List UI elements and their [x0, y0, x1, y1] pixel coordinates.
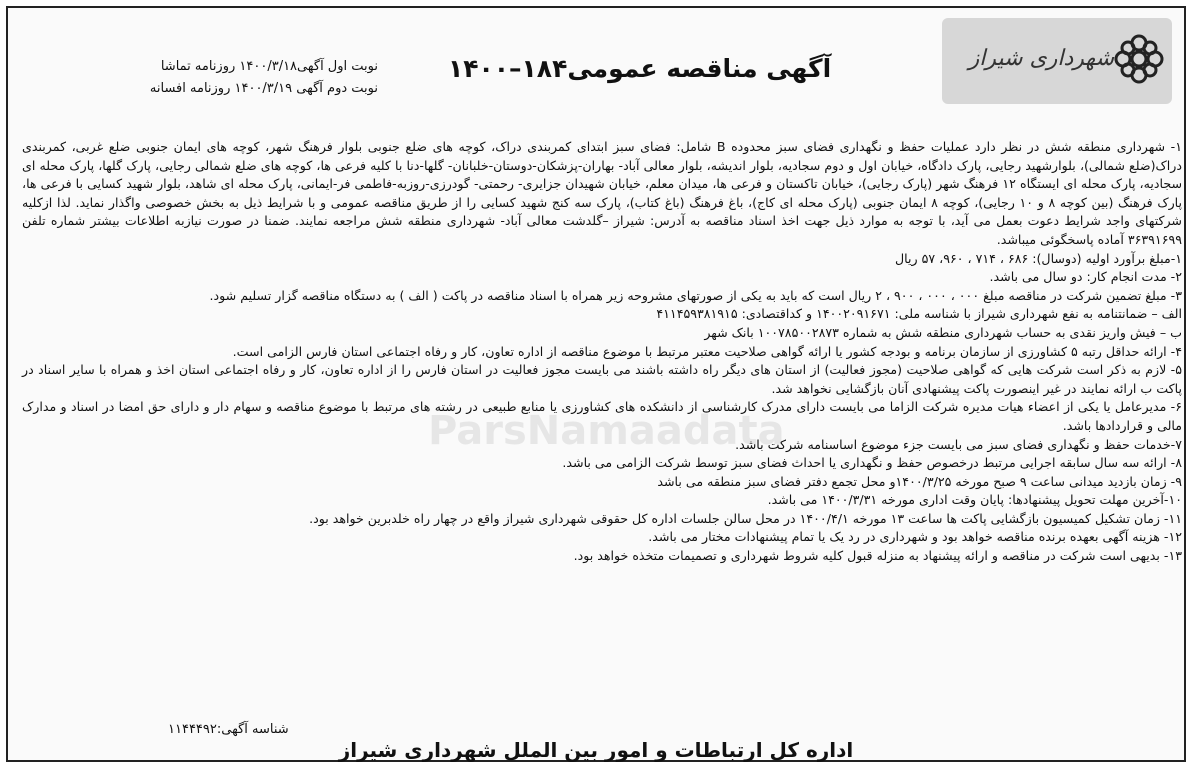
publication-first: نوبت اول آگهی۱۴۰۰/۳/۱۸ روزنامه تماشا	[160, 59, 378, 74]
clause-8: ۸- ارائه سه سال سابقه اجرایی مرتبط درخصوص حفظ و نگهداری یا احداث فضای سبز توسط شرکت الزامی می باشد.	[562, 455, 1182, 471]
clause-10: ۱۰-آخرین مهلت تحویل پیشنهادها: پایان وقت اداری مورخه ۱۴۰۰/۳/۳۱ می باشد.	[767, 492, 1182, 508]
logo-text: شهرداری شیراز	[968, 46, 1114, 71]
notice-body	[22, 138, 1182, 566]
clause-2: ۲- مدت انجام کار: دو سال می باشد.	[989, 269, 1182, 285]
publication-info	[78, 56, 378, 100]
clause-11: ۱۱- زمان تشکیل کمیسیون بازگشایی پاکت ها ساعت ۱۳ مورخه ۱۴۰۰/۴/۱ در محل سالن جلسات اداره کل حقوقی شهرداری شیراز واقع در چهار راه خلدبرین خواهد بود.	[309, 510, 1182, 526]
clause-intro: ۱- شهرداری منطقه شش در نظر دارد عملیات حفظ و نگهداری فضای سبز محدوده B شامل: فضای سبز ابتدای کمربندی دراک، کوچه های ضلع جنوبی بلوار فرهنگ شهر، کوچه های ایمان جنوبی ضلع غربی، کمربندی دراک(ضلع شمالی)، بلوارشهید رجایی، پارک دادگاه، خیابان اول و دوم سجادیه، بلوار اندیشه، بلوار معالی آباد- بهاران-پزشکان-دوستان-خلبانان- گلها-دنا با کلیه فرعی ها، کوچه های ضلع شمالی رجایی، پارک گلها، پارک محله ای سجادیه، پارک محله ای ایستگاه ۱۲ فرهنگ شهر (پارک رجایی)، خیابان تاکستان و فرعی ها، میدان معلم، خیابان شهیدان جزایری- رحمتی- گودرزی-روزبه-فاطمی فر-ایمانی، پارک محله ای شاهد، بلوار شهید کسایی با فرعی ها، پارک فرهنگ (بین کوچه ۸ و ۱۰ رجایی)، کوچه ۸ ایمان جنوبی (پارک محله ای کاج)، باغ فرهنگ (باغ کتاب)، پارک سه کنج شهید کسایی را از طریق مناقصه عمومی و با شرایط ذیل به بخش خصوصی واگذار نماید. لذا ازکلیه شرکتهای واجد شرایط دعوت بعمل می آید، با توجه به موارد ذیل جهت اخذ اسناد مناقصه به آدرس: شیراز –گلدشت معالی آباد- شهرداری منطقه شش مراجعه نمایند. ضمنا در صورت نیازبه اطلاعات بیشتر شماره تلفن ۳۶۳۹۱۶۹۹ آماده پاسخگوئی میباشد.	[22, 139, 1183, 247]
footer-issuer: اداره کل ارتباطات و امور بین الملل شهرداری شیراز	[338, 738, 854, 762]
clause-1: ۱-مبلغ برآورد اولیه (دوسال): ۶۸۶ ، ۷۱۴ ، ۹۶۰، ۵۷ ریال	[895, 250, 1182, 266]
clause-12: ۱۲- هزینه آگهی بعهده برنده مناقصه خواهد بود و شهرداری در رد یک یا تمام پیشنهادات مختار می باشد.	[648, 529, 1182, 545]
notice-title: آگهی مناقصه عمومی۱۸۴–۱۴۰۰	[448, 54, 832, 83]
clause-5: ۵- لازم به ذکر است شرکت هایی که گواهی صلاحیت (مجوز فعالیت) از استان های دیگر راه داشته باشند می بایست مجوز فعالیت در استان فارس را از اداره تعاون، کار و رفاه اجتماعی استان اخذ و همراه با سایر اسناد در پاکت ب ارائه نمایند در غیر اینصورت پاکت پیشنهادی آنان بازگشایی نخواهد شد.	[22, 362, 1182, 396]
header	[8, 8, 1184, 106]
clause-6: ۶- مدیرعامل یا یکی از اعضاء هیات مدیره شرکت الزاما می بایست دارای مدرک کارشناسی از دانشکده های کشاورزی یا منابع طبیعی در رشته های مرتبط با موضوع مناقصه و سهام دار و دارای حق امضا در اسناد و مدارک مالی و قراردادها باشد.	[22, 399, 1182, 433]
notice-id: شناسه آگهی:۱۱۴۴۴۹۲	[168, 722, 289, 737]
clause-3a: الف – ضمانتنامه به نفع شهرداری شیراز با شناسه ملی: ۱۴۰۰۲۰۹۱۶۷۱ و کداقتصادی: ۴۱۱۴۵۹۳۸۱۹۱۵	[656, 306, 1182, 322]
municipality-logo-icon	[1112, 32, 1166, 86]
notice-frame	[6, 6, 1186, 762]
publication-second: نوبت دوم آگهی ۱۴۰۰/۳/۱۹ روزنامه افسانه	[149, 81, 378, 96]
clause-3: ۳- مبلغ تضمین شرکت در مناقصه مبلغ ۰۰۰ ، ۰۰۰ ، ۹۰۰ ، ۲ ریال است که باید به یکی از صورتهای مشروحه زیر همراه با اسناد مناقصه در پاکت ( الف ) به دستگاه مناقصه گزار تسلیم شود.	[209, 287, 1182, 303]
clause-4: ۴- ارائه حداقل رتبه ۵ کشاورزی از سازمان برنامه و بودجه کشور یا ارائه گواهی صلاحیت معتبر مرتبط با موضوع مناقصه از اداره تعاون، کار و رفاه اجتماعی استان فارس الزامی است.	[232, 343, 1182, 359]
watermark: ParsNamaadata	[428, 408, 785, 454]
clause-13: ۱۳- بدیهی است شرکت در مناقصه و ارائه پیشنهاد به منزله قبول کلیه شروط شهرداری و تصمیمات متخذه خواهد بود.	[573, 548, 1182, 564]
logo-box	[942, 18, 1172, 104]
clause-9: ۹- زمان بازدید میدانی ساعت ۹ صبح مورخه ۱۴۰۰/۳/۲۵و محل تجمع دفتر فضای سبز منطقه می باشد	[657, 473, 1182, 489]
clause-7: ۷-خدمات حفظ و نگهداری فضای سبز می بایست جزء موضوع اساسنامه شرکت باشد.	[735, 436, 1182, 452]
clause-3b: ب – فیش واریز نقدی به حساب شهرداری منطقه شش به شماره ۱۰۰۷۸۵۰۰۲۸۷۳ بانک شهر	[704, 324, 1182, 340]
